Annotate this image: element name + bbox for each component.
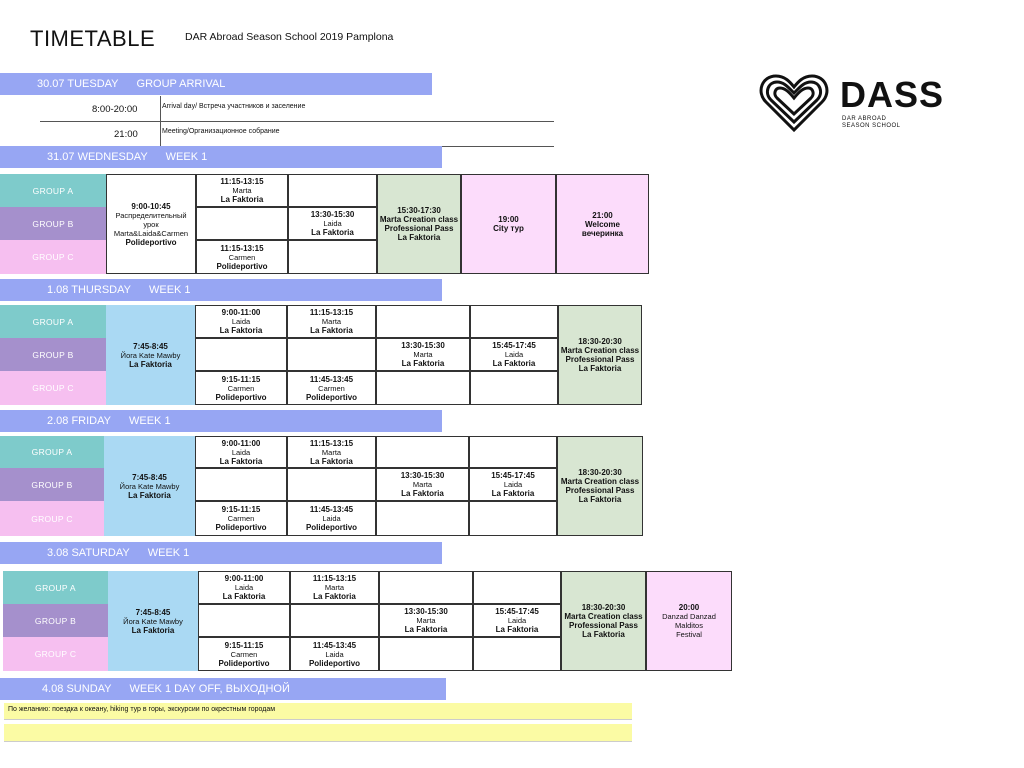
empty-slot bbox=[473, 571, 561, 604]
class-slot bbox=[379, 604, 473, 637]
cell-text: La Faktoria bbox=[310, 326, 353, 335]
page-subtitle: DAR Abroad Season School 2019 Pamplona bbox=[185, 31, 394, 43]
cell-text: Йога Kate Mawby bbox=[119, 481, 180, 491]
empty-slot bbox=[288, 240, 377, 274]
cell-text: Polideportivo bbox=[305, 392, 358, 402]
empty-slot bbox=[376, 501, 469, 536]
cell-text: La Faktoria bbox=[220, 195, 264, 204]
day-band-saturday bbox=[0, 542, 442, 564]
cell-text: 7:45-8:45 bbox=[135, 607, 171, 617]
cell-text: 11:45-13:45 bbox=[312, 640, 357, 650]
sunday-note-text: По желанию: поездка к океану, hiking тур в горы, экскурсии по окрестным городам bbox=[8, 706, 276, 713]
creation-class bbox=[557, 436, 643, 536]
day-date: 4.08 SUNDAY bbox=[42, 683, 112, 695]
cell-text: Professional Pass bbox=[565, 486, 635, 495]
group-a-label: GROUP A bbox=[0, 305, 106, 338]
cell-text: 11:45-13:45 bbox=[309, 505, 354, 514]
cell-text: 20:00 bbox=[678, 603, 700, 612]
cell-text: Polideportivo bbox=[215, 523, 267, 532]
class-slot bbox=[195, 371, 287, 405]
cell-text: Polideportivo bbox=[216, 261, 268, 271]
logo-sub-line1: DAR ABROAD bbox=[842, 116, 887, 122]
empty-slot bbox=[469, 501, 557, 536]
cell-text: La Faktoria bbox=[311, 228, 354, 237]
cell-text: 21:00 bbox=[592, 210, 613, 220]
cell-text: La Faktoria bbox=[578, 495, 622, 504]
group-a-label: GROUP A bbox=[0, 174, 106, 207]
cell-text: Marta Creation class bbox=[564, 612, 643, 621]
cell-text: 7:45-8:45 bbox=[132, 472, 167, 482]
day-week: WEEK 1 bbox=[165, 151, 208, 163]
cell-text: Йога Kate Mawby bbox=[123, 616, 183, 626]
cell-text: Laida bbox=[325, 649, 344, 659]
class-slot bbox=[195, 501, 287, 536]
group-c-label: GROUP C bbox=[0, 501, 104, 536]
cell-text: Malditos bbox=[675, 621, 703, 630]
day-band-sunday bbox=[0, 678, 446, 700]
day-label: GROUP ARRIVAL bbox=[136, 78, 226, 90]
class-slot bbox=[287, 305, 376, 338]
cell-text: Carmen bbox=[227, 383, 255, 393]
cell-text: La Faktoria bbox=[129, 359, 172, 369]
class-slot bbox=[376, 468, 469, 501]
heart-icon bbox=[758, 72, 830, 134]
yoga-class bbox=[106, 305, 195, 405]
group-c-label: GROUP C bbox=[0, 240, 106, 274]
cell-text: Polideportivo bbox=[305, 523, 358, 532]
class-slot bbox=[195, 436, 287, 468]
cell-text: 11:15-13:15 bbox=[312, 574, 357, 583]
cell-text: Laida bbox=[507, 616, 527, 625]
cell-text: Carmen bbox=[228, 252, 256, 262]
class-slot bbox=[290, 571, 379, 604]
day-date: 2.08 FRIDAY bbox=[47, 415, 111, 427]
cell-text: 9:00-11:00 bbox=[221, 438, 261, 448]
cell-text: Laida bbox=[322, 514, 341, 523]
cell-text: Polideportivo bbox=[308, 658, 361, 668]
cell-text: Laida bbox=[323, 219, 342, 228]
cell-text: 19:00 bbox=[498, 215, 519, 224]
cell-text: La Faktoria bbox=[495, 625, 539, 634]
day-band-thursday bbox=[0, 279, 442, 301]
cell-text: La Faktoria bbox=[404, 625, 448, 634]
sunday-note bbox=[4, 703, 632, 720]
cell-text: Marta bbox=[413, 350, 433, 359]
cell-text: La Faktoria bbox=[219, 456, 263, 466]
empty-slot bbox=[287, 468, 376, 501]
cell-text: 11:15-13:15 bbox=[309, 308, 354, 317]
cell-text: Professional Pass bbox=[565, 355, 635, 364]
cell-text: 9:00-11:00 bbox=[224, 574, 264, 583]
group-c-label: GROUP C bbox=[0, 371, 106, 405]
empty-slot bbox=[376, 436, 469, 468]
cell-text: La Faktoria bbox=[128, 490, 171, 500]
cell-text: La Faktoria bbox=[492, 359, 536, 368]
cell-text: Carmen bbox=[230, 649, 258, 659]
cell-text: Распределительный bbox=[115, 210, 187, 220]
cell-text: Marta bbox=[412, 480, 433, 489]
cell-text: Professional Pass bbox=[384, 224, 454, 233]
cell-text: Laida bbox=[231, 447, 251, 457]
cell-text: 13:30-15:30 bbox=[310, 210, 355, 219]
day-date: 3.08 SATURDAY bbox=[47, 547, 130, 559]
cell-text: Festival bbox=[676, 630, 702, 639]
cell-text: La Faktoria bbox=[582, 630, 625, 639]
day-week: WEEK 1 bbox=[129, 415, 171, 427]
cell-text: вечеринка bbox=[581, 228, 624, 238]
empty-slot bbox=[287, 338, 376, 371]
group-b-label: GROUP B bbox=[0, 207, 106, 240]
cell-text: Marta bbox=[321, 317, 342, 326]
cell-text: La Faktoria bbox=[578, 364, 622, 373]
class-slot bbox=[196, 174, 288, 207]
day-week: WEEK 1 bbox=[147, 547, 190, 559]
cell-text: Marta&Laida&Carmen bbox=[113, 228, 189, 238]
cell-text: Йога Kate Mawby bbox=[120, 350, 181, 360]
class-slot bbox=[288, 207, 377, 240]
empty-slot bbox=[379, 571, 473, 604]
empty-slot bbox=[198, 604, 290, 637]
cell-text: Carmen bbox=[227, 514, 255, 523]
cell-text: 9:00-11:00 bbox=[221, 308, 261, 317]
cell-text: урок bbox=[143, 219, 159, 229]
empty-slot bbox=[469, 436, 557, 468]
group-a-label: GROUP A bbox=[3, 571, 108, 604]
class-slot bbox=[290, 637, 379, 671]
cell-text: La Faktoria bbox=[222, 592, 266, 601]
empty-slot bbox=[376, 371, 470, 405]
cell-text: 13:30-15:30 bbox=[400, 471, 445, 480]
class-slot bbox=[198, 571, 290, 604]
cell-text: 15:45-17:45 bbox=[492, 341, 536, 350]
cell-text: Danzad Danzad bbox=[662, 612, 716, 621]
cell-text: La Faktoria bbox=[131, 625, 175, 635]
empty-slot bbox=[288, 174, 377, 207]
group-b-label: GROUP B bbox=[0, 468, 104, 501]
cell-text: La Faktoria bbox=[397, 233, 441, 242]
city-tour bbox=[461, 174, 556, 274]
empty-slot bbox=[376, 305, 470, 338]
group-b-label: GROUP B bbox=[0, 338, 106, 371]
cell-text: 11:15-13:15 bbox=[220, 177, 264, 186]
schedule-row bbox=[40, 96, 554, 122]
class-slot bbox=[196, 240, 288, 274]
day-band-friday bbox=[0, 410, 442, 432]
empty-slot bbox=[195, 468, 287, 501]
cell-text: La Faktoria bbox=[219, 326, 263, 335]
cell-text: La Faktoria bbox=[310, 456, 353, 466]
cell-text: 18:30-20:30 bbox=[578, 337, 622, 346]
cell-text: Laida bbox=[231, 317, 251, 326]
yoga-class bbox=[108, 571, 198, 671]
group-b-label: GROUP B bbox=[3, 604, 108, 637]
logo-name: DASS bbox=[840, 74, 945, 115]
empty-slot bbox=[379, 637, 473, 671]
cell-text: 7:45-8:45 bbox=[133, 341, 168, 351]
cell-text: Welcome bbox=[585, 219, 620, 229]
cell-text: Marta bbox=[232, 186, 252, 195]
creation-class bbox=[561, 571, 646, 671]
cell-text: Laida bbox=[234, 583, 254, 592]
cell-text: 11:45-13:45 bbox=[309, 374, 354, 384]
cell-text: Polideportivo bbox=[218, 658, 270, 668]
cell-text: La Faktoria bbox=[401, 359, 445, 368]
class-slot bbox=[469, 468, 557, 501]
class-slot bbox=[287, 436, 376, 468]
day-date: 30.07 TUESDAY bbox=[37, 78, 119, 90]
cell-text: Marta bbox=[321, 447, 342, 457]
row-time: 8:00-20:00 bbox=[92, 104, 138, 115]
cell-text: 15:45-17:45 bbox=[495, 607, 539, 616]
cell-text: Professional Pass bbox=[569, 621, 638, 630]
cell-text: Marta Creation class bbox=[379, 215, 459, 224]
class-slot bbox=[287, 501, 376, 536]
day-date: 31.07 WEDNESDAY bbox=[47, 151, 148, 163]
cell-text: Laida bbox=[504, 350, 524, 359]
row-time: 21:00 bbox=[114, 129, 138, 140]
row-text: Arrival day/ Встреча участников и заселение bbox=[162, 103, 306, 110]
cell-text: Laida bbox=[503, 480, 523, 489]
cell-text: 11:15-13:15 bbox=[220, 243, 264, 253]
cell-text: Polideportivo bbox=[125, 237, 177, 247]
festival-event bbox=[646, 571, 732, 671]
schedule-row bbox=[40, 121, 554, 147]
class-slot bbox=[473, 604, 561, 637]
cell-text: 9:15-11:15 bbox=[221, 505, 261, 514]
day-date: 1.08 THURSDAY bbox=[47, 284, 131, 296]
creation-class bbox=[377, 174, 461, 274]
cell-text: 13:30-15:30 bbox=[404, 607, 448, 616]
empty-slot bbox=[196, 207, 288, 240]
welcome-party bbox=[556, 174, 649, 274]
logo-sub-line2: SEASON SCHOOL bbox=[842, 123, 901, 129]
logo bbox=[758, 72, 958, 136]
class-slot bbox=[195, 305, 287, 338]
creation-class bbox=[558, 305, 642, 405]
empty-slot bbox=[290, 604, 379, 637]
cell-text: 11:15-13:15 bbox=[309, 438, 354, 448]
sunday-empty-row bbox=[4, 724, 632, 742]
cell-text: La Faktoria bbox=[401, 489, 444, 498]
cell-text: 13:30-15:30 bbox=[401, 341, 445, 350]
day-week: WEEK 1 bbox=[148, 284, 191, 296]
day-band-tuesday bbox=[0, 73, 432, 95]
cell-text: 15:30-17:30 bbox=[397, 206, 441, 215]
cell-text: La Faktoria bbox=[491, 489, 535, 498]
cell-text: Carmen bbox=[318, 383, 345, 393]
group-a-label: GROUP A bbox=[0, 436, 104, 468]
cell-text: City тур bbox=[493, 224, 524, 233]
empty-slot bbox=[470, 371, 558, 405]
group-c-label: GROUP C bbox=[3, 637, 108, 671]
cell-text: 9:15-11:15 bbox=[224, 640, 264, 650]
cell-text: 9:15-11:15 bbox=[221, 374, 261, 384]
class-slot bbox=[198, 637, 290, 671]
cell-text: La Faktoria bbox=[313, 592, 356, 601]
empty-slot bbox=[470, 305, 558, 338]
cell-text: Polideportivo bbox=[215, 392, 267, 402]
cell-text: 18:30-20:30 bbox=[578, 468, 622, 477]
cell-text: Marta bbox=[324, 583, 345, 592]
cell-text: 9:00-10:45 bbox=[131, 201, 171, 211]
day-week: WEEK 1 DAY OFF, ВЫХОДНОЙ bbox=[129, 683, 290, 695]
class-slot bbox=[470, 338, 558, 371]
yoga-class bbox=[104, 436, 195, 536]
class-slot bbox=[287, 371, 376, 405]
cell-text: Marta Creation class bbox=[560, 477, 640, 486]
day-band-wednesday bbox=[0, 146, 442, 168]
row-text: Meeting/Организационное собрание bbox=[162, 128, 280, 135]
cell-text: 18:30-20:30 bbox=[581, 603, 626, 612]
class-slot bbox=[376, 338, 470, 371]
cell-text: Marta Creation class bbox=[560, 346, 640, 355]
empty-slot bbox=[473, 637, 561, 671]
empty-slot bbox=[195, 338, 287, 371]
page-title: TIMETABLE bbox=[30, 26, 156, 51]
cell-text: Marta bbox=[416, 616, 436, 625]
cell-text: 15:45-17:45 bbox=[491, 471, 535, 480]
distribution-class bbox=[106, 174, 196, 274]
